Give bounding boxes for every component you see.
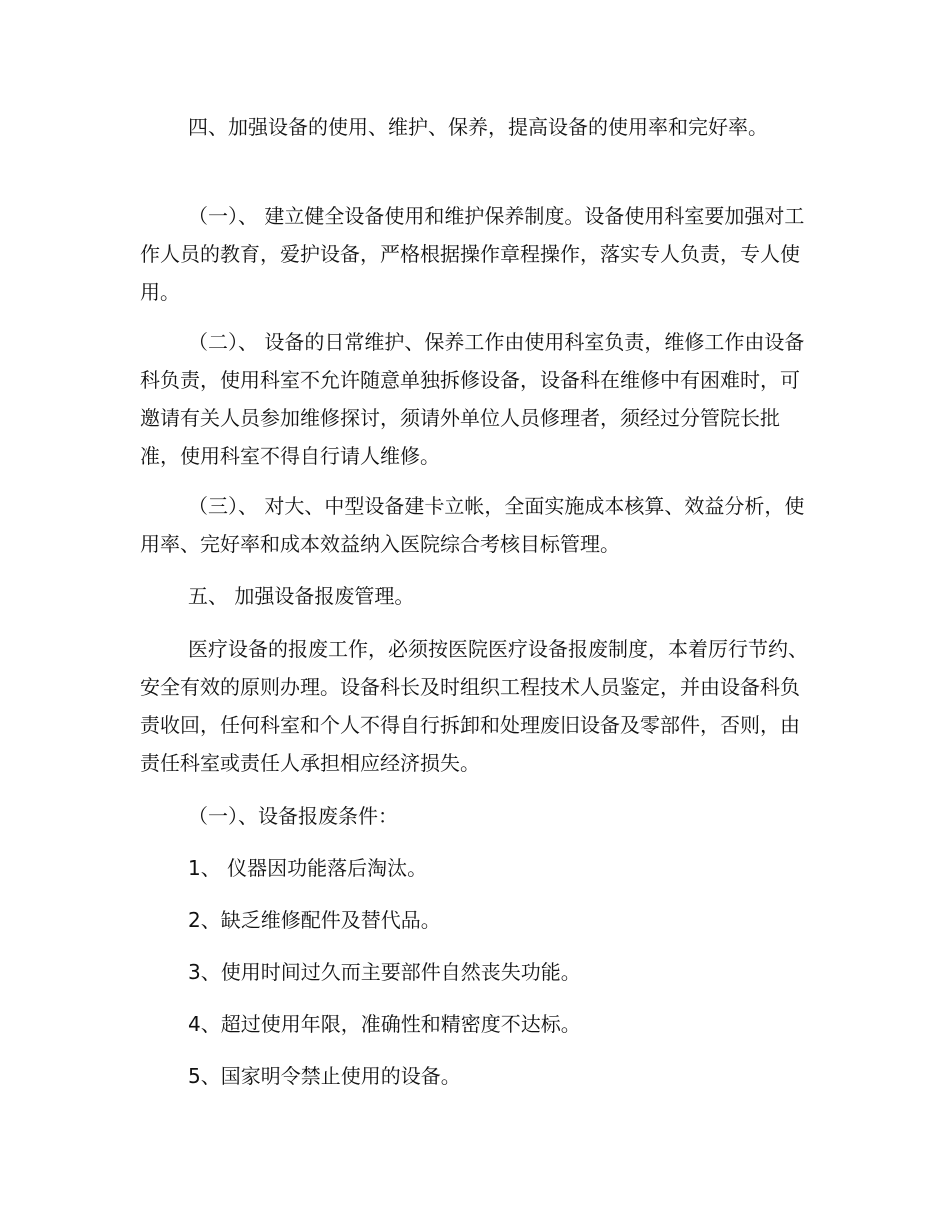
paragraph-section-4-3: （三）、 对大、中型设备建卡立帐，全面实施成本核算、效益分析，使用率、完好率和成本效益纳入医院综合考核目标管理。: [140, 494, 805, 556]
list-item-scrap-conditions-heading: （一）、设备报废条件：: [188, 804, 398, 828]
paragraph-section-5-body: 医疗设备的报废工作，必须按医院医疗设备报废制度，本着厉行节约、安全有效的原则办理。设备科长及时组织工程技术人员鉴定，并由设备科负责收回，任何科室和个人不得自行拆卸和处理废旧设备及零部件，否则，由责任科室或责任人承担相应经济损失。: [140, 637, 808, 775]
list-item-condition-4: 4、超过使用年限，准确性和精密度不达标。: [188, 1012, 581, 1036]
list-item-condition-1: 1、 仪器因功能落后淘汰。: [188, 856, 428, 880]
paragraph-section-4-2: （二）、 设备的日常维护、保养工作由使用科室负责，维修工作由设备科负责，使用科室不允许随意单独拆修设备，设备科在维修中有困难时，可邀请有关人员参加维修探讨，须请外单位人员修理者，须经过分管院长批准，使用科室不得自行请人维修。: [140, 330, 805, 468]
section-four-heading: 四、加强设备的使用、维护、保养，提高设备的使用率和完好率。: [188, 115, 768, 139]
list-item-condition-3: 3、使用时间过久而主要部件自然丧失功能。: [188, 960, 581, 984]
paragraph-section-4-1: （一）、 建立健全设备使用和维护保养制度。设备使用科室要加强对工作人员的教育，爱护设备，严格根据操作章程操作，落实专人负责，专人使用。: [140, 204, 805, 304]
section-five-heading: 五、 加强设备报废管理。: [188, 584, 415, 608]
list-item-condition-5: 5、国家明令禁止使用的设备。: [188, 1064, 461, 1088]
list-item-condition-2: 2、缺乏维修配件及替代品。: [188, 908, 441, 932]
